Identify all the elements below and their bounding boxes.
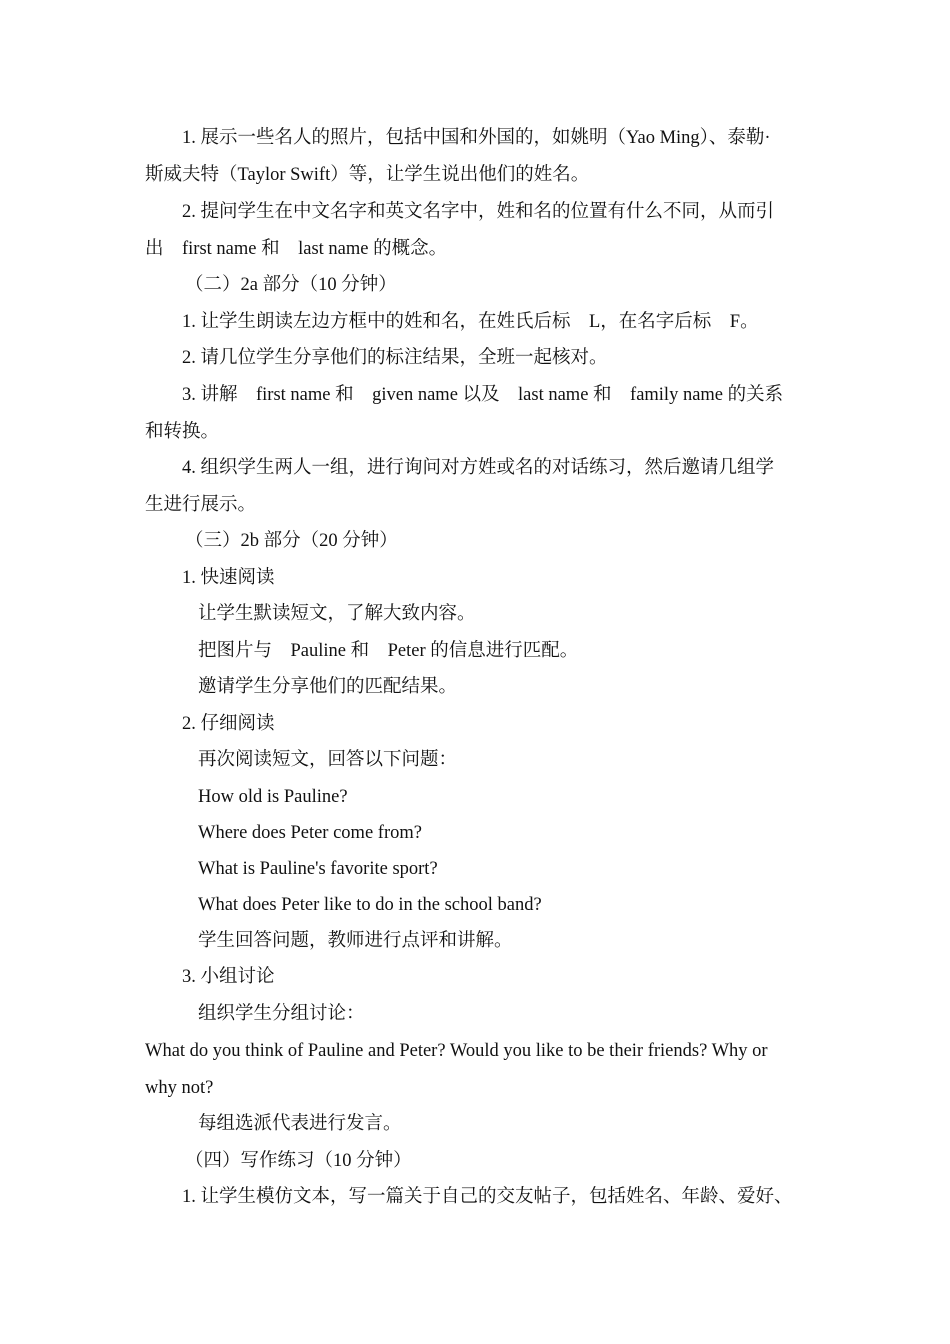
sub-item: 每组选派代表进行发言。 — [198, 1114, 402, 1134]
list-item-heading: 2. 仔细阅读 — [182, 714, 275, 734]
sub-item: 邀请学生分享他们的匹配结果。 — [198, 677, 458, 697]
paragraph-line: 2. 请几位学生分享他们的标注结果，全班一起核对。 — [182, 348, 608, 368]
question-line: What does Peter like to do in the school band? — [198, 895, 542, 915]
sub-item: 让学生默读短文，了解大致内容。 — [198, 604, 476, 624]
list-item-heading: 3. 小组讨论 — [182, 967, 275, 987]
paragraph-line: 1. 让学生模仿文本，写一篇关于自己的交友帖子，包括姓名、年龄、爱好、 — [182, 1187, 793, 1207]
paragraph-line: 生进行展示。 — [145, 495, 257, 515]
section-heading: （二）2a 部分（10 分钟） — [185, 275, 397, 295]
sub-item: 组织学生分组讨论： — [198, 1004, 365, 1024]
paragraph-line: 1. 让学生朗读左边方框中的姓和名，在姓氏后标 L，在名字后标 F。 — [182, 312, 759, 332]
section-heading: （三）2b 部分（20 分钟） — [185, 531, 398, 551]
section-heading: （四）写作练习（10 分钟） — [185, 1151, 412, 1171]
question-line: How old is Pauline? — [198, 787, 348, 807]
paragraph-line: 2. 提问学生在中文名字和英文名字中，姓和名的位置有什么不同，从而引 — [182, 202, 775, 222]
paragraph-line: 出 first name 和 last name 的概念。 — [145, 239, 448, 259]
paragraph-line: 斯威夫特（Taylor Swift）等，让学生说出他们的姓名。 — [145, 165, 590, 185]
discussion-question-line: What do you think of Pauline and Peter? Would you like to be their friends? Why or — [145, 1041, 768, 1061]
paragraph-line: 4. 组织学生两人一组，进行询问对方姓或名的对话练习，然后邀请几组学 — [182, 458, 775, 478]
list-item-heading: 1. 快速阅读 — [182, 568, 275, 588]
sub-item: 学生回答问题，教师进行点评和讲解。 — [198, 931, 513, 951]
paragraph-line: 1. 展示一些名人的照片，包括中国和外国的，如姚明（Yao Ming）、泰勒· — [182, 128, 771, 148]
discussion-question-line: why not? — [145, 1078, 214, 1098]
paragraph-line: 3. 讲解 first name 和 given name 以及 last name 和 family name 的关系 — [182, 385, 784, 405]
question-line: Where does Peter come from? — [198, 823, 422, 843]
sub-item: 再次阅读短文，回答以下问题： — [198, 750, 458, 770]
paragraph-line: 和转换。 — [145, 422, 220, 442]
sub-item: 把图片与 Pauline 和 Peter 的信息进行匹配。 — [198, 641, 579, 661]
question-line: What is Pauline's favorite sport? — [198, 859, 438, 879]
